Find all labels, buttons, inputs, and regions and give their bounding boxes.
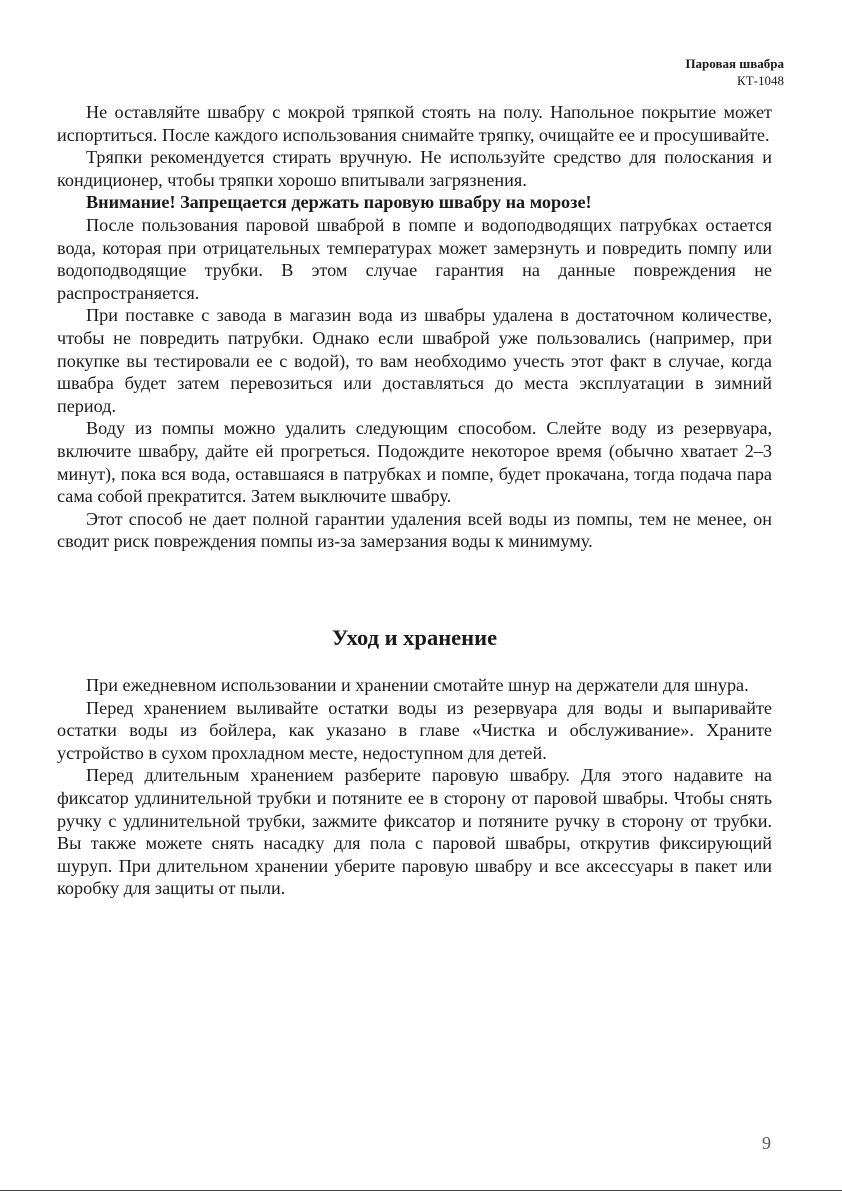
section-heading: Уход и хранение [331, 625, 498, 650]
storage-instructions-text [57, 674, 772, 900]
paragraph: При ежедневном использовании и хранении смотайте шнур на держатели для шнура. [86, 675, 749, 695]
paragraph: После пользования паровой шваброй в помпе и водоподводящих патрубках остается вода, которая при отрицательных температурах может замерзнуть и повредить помпу или водоподводящие трубки. В этом случае гарантия на данные повреждения не распространяется. [57, 214, 772, 303]
document-title: Паровая швабра [685, 56, 784, 71]
care-instructions-text [57, 101, 772, 553]
paragraph: Этот способ не дает полной гарантии удаления всей воды из помпы, тем не менее, он сводит риск повреждения помпы из-за замерзания воды к минимуму. [57, 508, 772, 552]
paragraph: При поставке с завода в магазин вода из швабры удалена в достаточном количестве, чтобы не повредить патрубки. Однако если шваброй уже пользовались (например, при покупке вы тестировали ее с водой), то вам необходимо учесть этот факт в случае, когда швабра будет затем перевозиться или доставляться до места эксплуатации в зимний период. [57, 305, 772, 416]
paragraph: Перед длительным хранением разберите паровую швабру. Для этого надавите на фиксатор удлинительной трубки и потяните ее в сторону от паровой швабры. Чтобы снять ручку с удлинительной трубки, зажмите фиксатор и потяните ручку в сторону от трубки. Вы также можете снять насадку для пола с паровой швабры, открутив фиксирующий шуруп. При длительном хранении уберите паровую швабру и все аксессуары в пакет или коробку для защиты от пыли. [57, 765, 772, 899]
paragraph: Воду из помпы можно удалить следующим способом. Слейте воду из резервуара, включите швабру, дайте ей прогреться. Подождите некоторое время (обычно хватает 2–3 минут), пока вся вода, оставшаяся в патрубках и помпе, будет прокачана, тогда подача пара сама собой прекратится. Затем выключите швабру. [57, 418, 772, 507]
warning-paragraph: Внимание! Запрещается держать паровую швабру на морозе! [86, 192, 592, 213]
paragraph: Тряпки рекомендуется стирать вручную. Не используйте средство для полоскания и кондиционер, чтобы тряпки хорошо впитывали загрязнения. [57, 147, 772, 190]
bottom-divider [0, 1190, 842, 1191]
paragraph: Перед хранением выливайте остатки воды из резервуара для воды и выпаривайте остатки воды из бойлера, как указано в главе «Чистка и обслуживание». Храните устройство в сухом прохладном месте, недоступном для детей. [57, 697, 772, 763]
model-number: КТ-1048 [737, 73, 784, 88]
paragraph: Не оставляйте швабру с мокрой тряпкой стоять на полу. Напольное покрытие может испортиться. После каждого использования снимайте тряпку, очищайте ее и просушивайте. [57, 102, 772, 145]
page-number: 9 [762, 1133, 771, 1153]
page-header [685, 55, 784, 89]
